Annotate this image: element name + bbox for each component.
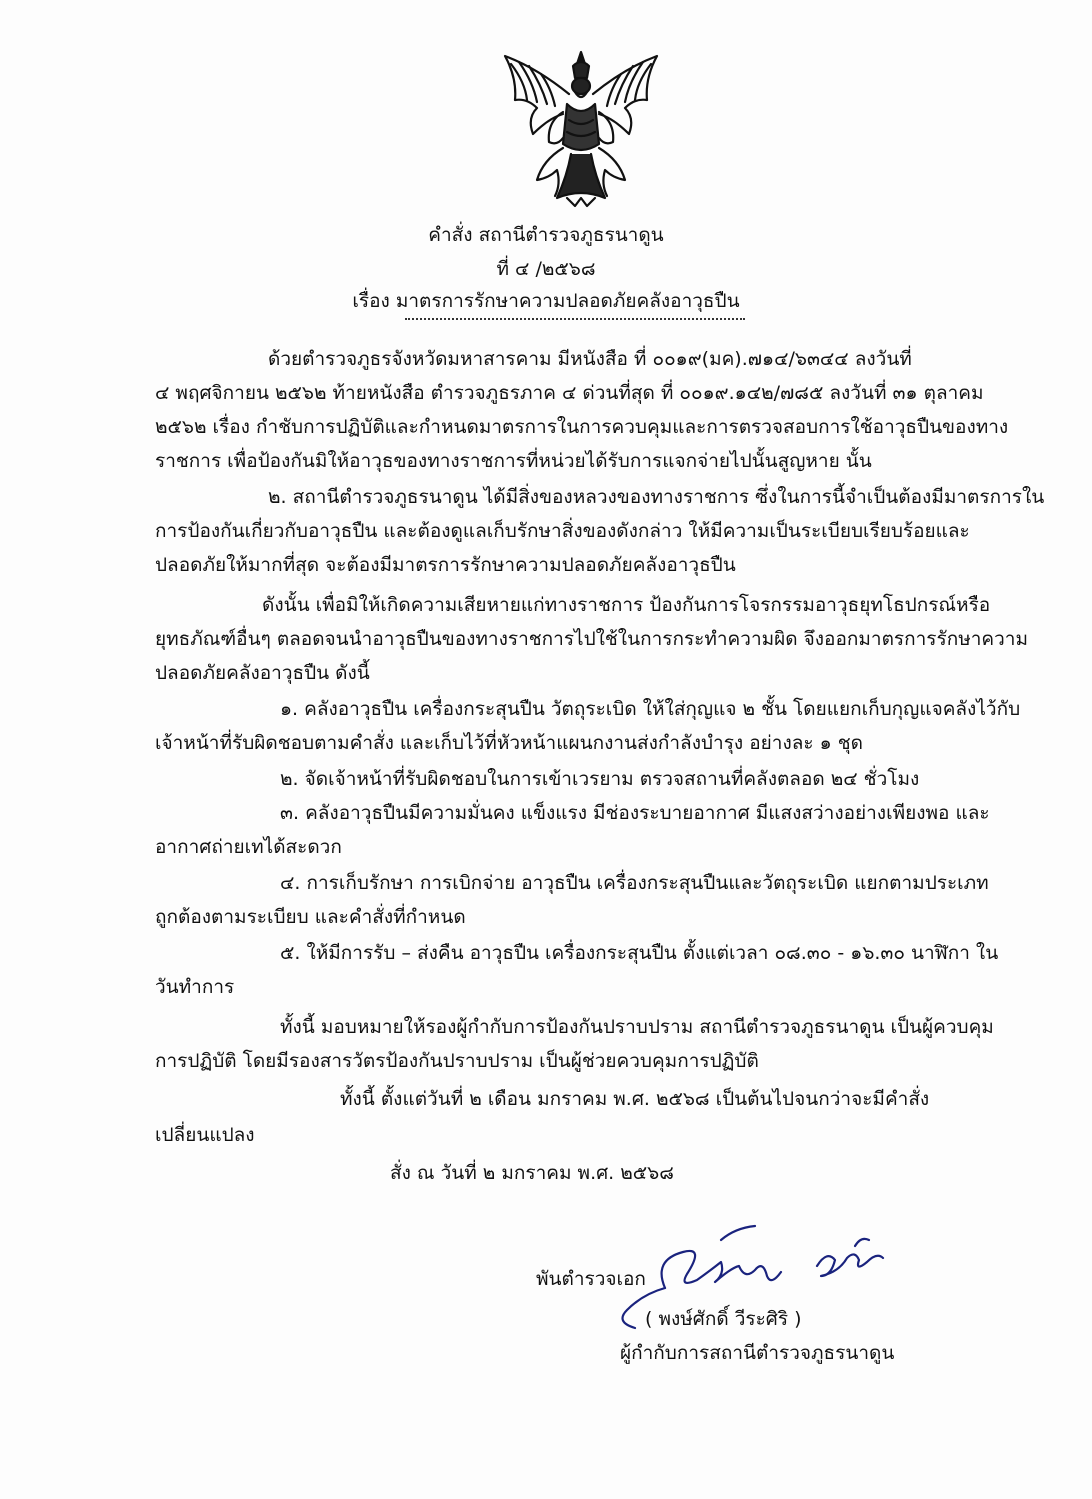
assign-line: ทั้งนี้ มอบหมายให้รองผู้กำกับการป้องกันปราบปราม สถานีตำรวจภูธรนาดูน เป็นผู้ควบคุม — [280, 1016, 994, 1038]
header-divider — [405, 318, 745, 320]
garuda-emblem-icon — [497, 48, 665, 208]
para2-line: การป้องกันเกี่ยวกับอาวุธปืน และต้องดูแลเก็บรักษาสิ่งของดังกล่าว ให้มีความเป็นระเบียบเรียบร้อยและ — [155, 520, 970, 542]
para2-line: ปลอดภัยให้มากที่สุด จะต้องมีมาตรการรักษาความปลอดภัยคลังอาวุธปืน — [155, 554, 736, 576]
para1-line: ๔ พฤศจิกายน ๒๕๖๒ ท้ายหนังสือ ตำรวจภูธรภาค ๔ ด่วนที่สุด ที่ ๐๐๑๙.๑๔๒/๗๘๕ ลงวันที่ ๓๑ ตุลาคม — [155, 382, 984, 404]
para1-line: ด้วยตำรวจภูธรจังหวัดมหาสารคาม มีหนังสือ ที่ ๐๐๑๙(มค).๗๑๔/๖๓๔๔ ลงวันที่ — [268, 348, 912, 370]
signer-rank: พันตำรวจเอก — [536, 1268, 646, 1290]
item2-line: ๒. จัดเจ้าหน้าที่รับผิดชอบในการเข้าเวรยาม ตรวจสถานที่คลังตลอด ๒๔ ชั่วโมง — [280, 768, 920, 790]
assign-line: การปฏิบัติ โดยมีรองสารวัตรป้องกันปราบปราม เป็นผู้ช่วยควบคุมการปฏิบัติ — [155, 1050, 759, 1072]
effective-line: ทั้งนี้ ตั้งแต่วันที่ ๒ เดือน มกราคม พ.ศ. ๒๕๖๘ เป็นต้นไปจนกว่าจะมีคำสั่ง — [340, 1088, 930, 1110]
para3-line: ดังนั้น เพื่อมิให้เกิดความเสียหายแก่ทางราชการ ป้องกันการโจรกรรมอาวุธยุทโธปกรณ์หรือ — [262, 594, 991, 616]
item5-line: ๕. ให้มีการรับ – ส่งคืน อาวุธปืน เครื่องกระสุนปืน ตั้งแต่เวลา ๐๘.๓๐ - ๑๖.๓๐ นาฬิกา ใน — [280, 942, 999, 964]
order-number: ที่ ๔ /๒๕๖๘ — [496, 258, 596, 280]
ordered-date: สั่ง ณ วันที่ ๒ มกราคม พ.ศ. ๒๕๖๘ — [390, 1162, 674, 1184]
signer-name: ( พงษ์ศักดิ์ วีระศิริ ) — [645, 1308, 802, 1330]
order-subject: เรื่อง มาตรการรักษาความปลอดภัยคลังอาวุธปืน — [352, 290, 740, 312]
para1-line: ๒๕๖๒ เรื่อง กำชับการปฏิบัติและกำหนดมาตรการในการควบคุมและการตรวจสอบการใช้อาวุธปืนของทาง — [155, 416, 1009, 438]
item3-line: อากาศถ่ายเทได้สะดวก — [155, 836, 342, 858]
para1-line: ราชการ เพื่อป้องกันมิให้อาวุธของทางราชการที่หน่วยได้รับการแจกจ่ายไปนั้นสูญหาย นั้น — [155, 450, 872, 472]
item1-line: เจ้าหน้าที่รับผิดชอบตามคำสั่ง และเก็บไว้ที่หัวหน้าแผนกงานส่งกำลังบำรุง อย่างละ ๑ ชุด — [155, 732, 863, 754]
signer-position: ผู้กำกับการสถานีตำรวจภูธรนาดูน — [620, 1342, 895, 1364]
item4-line: ๔. การเก็บรักษา การเบิกจ่าย อาวุธปืน เครื่องกระสุนปืนและวัตถุระเบิด แยกตามประเภท — [280, 872, 989, 894]
para3-line: ยุทธภัณฑ์อื่นๆ ตลอดจนนำอาวุธปืนของทางราชการไปใช้ในการกระทำความผิด จึงออกมาตรการรักษาความ — [155, 628, 1028, 650]
order-title: คำสั่ง สถานีตำรวจภูธรนาดูน — [428, 224, 664, 246]
effective-line: เปลี่ยนแปลง — [155, 1124, 255, 1146]
item5-line: วันทำการ — [155, 976, 235, 998]
item3-line: ๓. คลังอาวุธปืนมีความมั่นคง แข็งแรง มีช่องระบายอากาศ มีแสงสว่างอย่างเพียงพอ และ — [280, 802, 990, 824]
para3-line: ปลอดภัยคลังอาวุธปืน ดังนี้ — [155, 662, 370, 684]
item1-line: ๑. คลังอาวุธปืน เครื่องกระสุนปืน วัตถุระเบิด ให้ใส่กุญแจ ๒ ชั้น โดยแยกเก็บกุญแจคลังไว้กับ — [280, 698, 1021, 720]
item4-line: ถูกต้องตามระเบียบ และคำสั่งที่กำหนด — [155, 906, 466, 928]
para2-line: ๒. สถานีตำรวจภูธรนาดูน ได้มีสิ่งของหลวงของทางราชการ ซึ่งในการนี้จำเป็นต้องมีมาตรการใน — [268, 486, 1045, 508]
